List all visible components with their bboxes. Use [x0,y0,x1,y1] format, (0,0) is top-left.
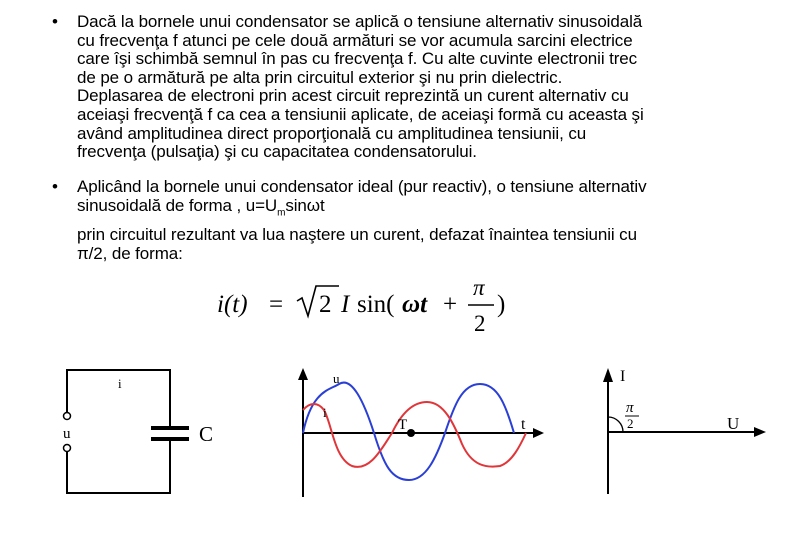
waveform-voltage-label: u [333,371,340,386]
formula-sqrt-arg: 2 [319,291,332,318]
bullet-1-text: Dacă la bornele unui condensator se aplică o tensiune alternativ sinusoidală cu frecvenţa f atunci pe cele două armături se vor acumula sarcini electrice care îşi schimbă semnul în pas cu frecvenţa f. Cu alte cuvinte electronii trec de pe o armătură pe alta prin circuitul exterior şi nu prin dielectric. Deplasarea de electroni prin acest circuit reprezintă un curent alternativ cu aceiaşi frecvenţă f ca cea a tensiunii aplicate, de aceiaşi formă cu aceasta şi având amplitudinea direct proporţională cu amplitudinea tensiunii, cu frecvenţa (pulsaţia) şi cu capacitatea condensatorului. [77,12,644,162]
formula-close: ) [497,291,506,318]
current-formula [217,276,517,338]
formula-denominator: 2 [474,311,486,336]
current-phasor-arrow [603,368,613,382]
capacitor-circuit [50,362,230,527]
sqrt-sign [297,286,339,316]
bullet-2 [52,178,782,223]
terminal-bottom [64,445,71,452]
voltage-phasor-arrow [754,427,766,437]
bullet-marker: • [52,12,58,31]
phasor-diagram [595,362,780,502]
formula-equals: = [269,291,284,318]
angle-numerator: π [626,400,634,416]
continuation-block [52,226,782,263]
bullet-2-text-start: Aplicând la bornele unui condensator ideal (pur reactiv), o tensiune alternativ sinusoidală de forma , u=U [77,177,647,215]
subscript-m: m [277,206,286,218]
capacitor-label: C [199,422,214,446]
waveform-graph [290,362,550,502]
y-axis-arrow [298,368,308,380]
bullet-2-text-end: sinωt [285,195,325,215]
bullet-2-text [77,178,782,223]
phasor-voltage-label: U [727,414,740,433]
x-axis-arrow [533,428,544,438]
continuation-text: prin circuitul rezultant va lua naştere un curent, defazat înaintea tensiunii cu π/2, de forma: [77,225,637,263]
circuit-current-label: i [118,376,122,391]
bullet-1 [52,13,782,162]
time-label: t [521,416,526,433]
bullet-marker: • [52,177,58,196]
phase-angle-arc [608,417,623,432]
formula-numerator: π [473,276,485,300]
phasor-current-label: I [620,368,626,385]
formula-omega-t: ωt [402,291,428,318]
formula-lhs: i(t) [217,291,248,318]
formula-sin: sin( [357,291,395,318]
angle-denominator: 2 [627,416,634,431]
terminal-top [64,413,71,420]
period-marker [407,429,415,437]
circuit-voltage-label: u [63,426,71,442]
waveform-current-label: i [323,405,327,420]
formula-amplitude: I [341,291,350,318]
formula-plus: + [443,291,458,318]
period-label: T [398,417,408,433]
